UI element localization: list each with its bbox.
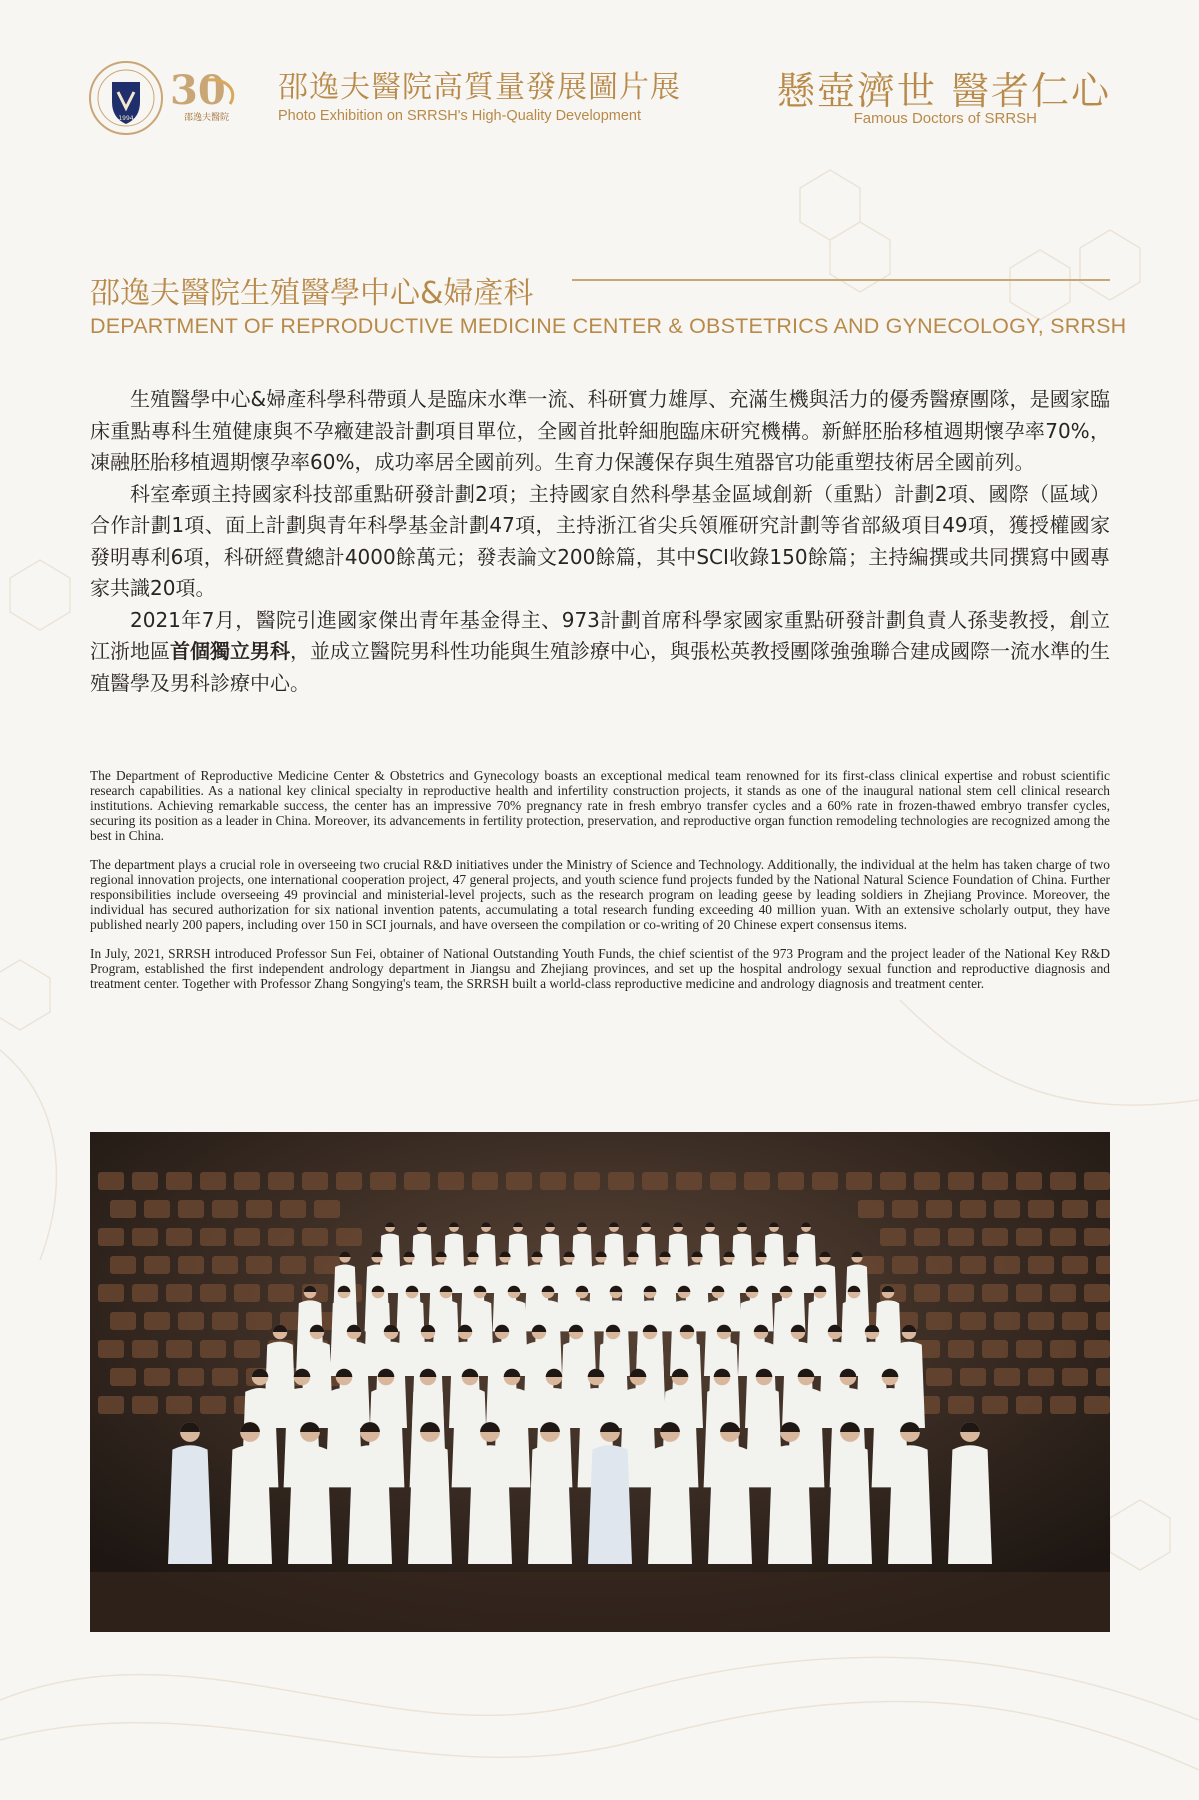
auditorium-seat [314, 1200, 340, 1218]
auditorium-seat [1050, 1396, 1076, 1414]
auditorium-seat [110, 1368, 136, 1386]
auditorium-seat [948, 1284, 974, 1302]
auditorium-seat [506, 1172, 532, 1190]
hospital-logo [88, 58, 266, 144]
auditorium-seat [926, 1200, 952, 1218]
auditorium-seat [280, 1200, 306, 1218]
auditorium-seat [1096, 1312, 1110, 1330]
auditorium-seat [914, 1172, 940, 1190]
team-group-photo [90, 1132, 1110, 1632]
motto-subtitle: Famous Doctors of SRRSH [853, 110, 1037, 127]
auditorium-seat [960, 1256, 986, 1274]
auditorium-seat [234, 1340, 260, 1358]
exhibit-subtitle: Photo Exhibition on SRRSH's High-Quality Development [278, 108, 642, 124]
english-description [90, 768, 1110, 1005]
auditorium-seat [892, 1256, 918, 1274]
auditorium-seat [710, 1172, 736, 1190]
auditorium-seat [132, 1228, 158, 1246]
auditorium-seat [994, 1256, 1020, 1274]
auditorium-seat [268, 1284, 294, 1302]
auditorium-seat [1062, 1256, 1088, 1274]
auditorium-seat [982, 1172, 1008, 1190]
auditorium-seat [98, 1284, 124, 1302]
motto-title: 懸壺濟世 醫者仁心 [776, 69, 1111, 113]
auditorium-seat [1050, 1284, 1076, 1302]
auditorium-seat [1050, 1228, 1076, 1246]
auditorium-seat [1062, 1368, 1088, 1386]
auditorium-seat [144, 1256, 170, 1274]
auditorium-seat [98, 1396, 124, 1414]
en-paragraph-3: In July, 2021, SRRSH introduced Professor Sun Fei, obtainer of National Outstanding Youth Funds, the chief scientist of the 973 Program and the project leader of the National Key R&D Program, established the first independent andrology department in Jiangsu and Zhejiang provinces, and set up the hospital andrology sexual function and reproductive diagnosis and treatment center. Together with Professor Zhang Songying's team, the SRRSH built a world-class reproductive medicine and andrology diagnosis and treatment center. [90, 946, 1110, 991]
auditorium-seat [1016, 1172, 1042, 1190]
auditorium-seat [178, 1312, 204, 1330]
auditorium-seat [914, 1284, 940, 1302]
auditorium-seat [1028, 1256, 1054, 1274]
auditorium-seat [1028, 1368, 1054, 1386]
auditorium-seat [246, 1256, 272, 1274]
en-paragraph-1: The Department of Reproductive Medicine Center & Obstetrics and Gynecology boasts an exceptional medical team renowned for its first-class clinical expertise and robust scientific research capabilities. As a national key clinical specialty in reproductive health and infertility construction projects, it stands as one of the inaugural national stem cell clinical research institutions. Achieving remarkable success, the center has an impressive 70% pregnancy rate in fresh embryo transfer cycles and a 60% rate in frozen-thawed embryo transfer cycles, securing its position as a leader in China. Moreover, its advancements in fertility protection, preservation, and reproductive organ function remodeling technologies are recognized among the best in China. [90, 768, 1110, 843]
auditorium-seat [110, 1200, 136, 1218]
auditorium-seat [404, 1172, 430, 1190]
auditorium-seat [212, 1312, 238, 1330]
auditorium-seat [642, 1172, 668, 1190]
exhibit-header [0, 0, 1199, 160]
auditorium-seat [178, 1256, 204, 1274]
auditorium-seat [132, 1284, 158, 1302]
team-photo-illustration [90, 1132, 1110, 1632]
auditorium-seat [1096, 1368, 1110, 1386]
auditorium-seat [1062, 1312, 1088, 1330]
auditorium-seat [234, 1284, 260, 1302]
auditorium-seat [1084, 1340, 1110, 1358]
department-title-cn: 邵逸夫醫院生殖醫學中心&婦產科 [90, 276, 534, 311]
auditorium-seat [676, 1172, 702, 1190]
cn-paragraph-2: 科室牽頭主持國家科技部重點研發計劃2項；主持國家自然科學基金區域創新（重點）計劃2項、國際（區域）合作計劃1項、面上計劃與青年科學基金計劃47項，主持浙江省尖兵領雁研究計劃等省部級項目49項，獲授權國家發明專利6項，科研經費總計4000餘萬元；發表論文200餘篇，其中SCI收錄150餘篇；主持編撰或共同撰寫中國專家共識20項。 [90, 481, 1110, 600]
auditorium-seat [1016, 1228, 1042, 1246]
auditorium-seat [268, 1172, 294, 1190]
auditorium-seat [166, 1396, 192, 1414]
auditorium-seat [98, 1228, 124, 1246]
auditorium-seat [960, 1312, 986, 1330]
auditorium-seat [926, 1312, 952, 1330]
auditorium-seat [144, 1368, 170, 1386]
auditorium-seat [1084, 1284, 1110, 1302]
auditorium-seat [472, 1172, 498, 1190]
auditorium-seat [178, 1200, 204, 1218]
auditorium-seat [280, 1256, 306, 1274]
auditorium-seat [110, 1256, 136, 1274]
auditorium-seat [778, 1172, 804, 1190]
auditorium-seat [1050, 1172, 1076, 1190]
auditorium-seat [994, 1200, 1020, 1218]
auditorium-seat [982, 1228, 1008, 1246]
auditorium-seat [132, 1396, 158, 1414]
auditorium-seat [166, 1172, 192, 1190]
auditorium-seat [336, 1172, 362, 1190]
auditorium-seat [1084, 1396, 1110, 1414]
en-paragraph-2: The department plays a crucial role in overseeing two crucial R&D initiatives under the Ministry of Science and Technology. Additionally, the individual at the helm has taken charge of two regional innovation projects, one international cooperation project, 47 general projects, and youth science fund projects funded by the National Natural Science Foundation of China. Further responsibilities include overseeing 49 provincial and ministerial-level projects, such as the research program on leading geese by leading soldiers in Zhejiang Province. Moreover, the individual has secured authorization for six national invention patents, accumulating a total research funding exceeding 40 million yuan. With an extensive scholarly output, they have published nearly 200 papers, including over 150 in SCI journals, and have overseen the compilation or co-writing of 20 Chinese expert consensus items. [90, 857, 1110, 932]
auditorium-seat [982, 1340, 1008, 1358]
auditorium-seat [200, 1172, 226, 1190]
auditorium-seat [744, 1172, 770, 1190]
auditorium-seat [302, 1228, 328, 1246]
svg-text:1994: 1994 [118, 115, 134, 122]
auditorium-seat [948, 1340, 974, 1358]
svg-text:30: 30 [170, 67, 226, 114]
auditorium-seat [1062, 1200, 1088, 1218]
auditorium-seat [608, 1172, 634, 1190]
auditorium-seat [880, 1172, 906, 1190]
auditorium-seat [212, 1256, 238, 1274]
auditorium-seat [1016, 1340, 1042, 1358]
auditorium-seat [982, 1396, 1008, 1414]
auditorium-seat [212, 1368, 238, 1386]
auditorium-seat [914, 1228, 940, 1246]
cn-paragraph-3-start: 2021年7月，醫院引進國家傑出青年基金得主、973計劃首席科學家國家重點研發計劃負責人孫斐教授，創立江浙地區 [90, 607, 1110, 663]
auditorium-seat [948, 1396, 974, 1414]
cn-paragraph-1: 生殖醫學中心&婦產科學科帶頭人是臨床水準一流、科研實力雄厚、充滿生機與活力的優秀醫療團隊，是國家臨床重點專科生殖健康與不孕癥建設計劃項目單位，全國首批幹細胞臨床研究機構。新鮮胚胎移植週期懷孕率70%，凍融胚胎移植週期懷孕率60%，成功率居全國前列。生育力保護保存與生殖器官功能重塑技術居全國前列。 [90, 387, 1110, 474]
auditorium-seat [1016, 1284, 1042, 1302]
auditorium-seat [1050, 1340, 1076, 1358]
auditorium-seat [268, 1228, 294, 1246]
auditorium-seat [166, 1340, 192, 1358]
auditorium-seat [302, 1172, 328, 1190]
auditorium-seat [200, 1284, 226, 1302]
auditorium-seat [200, 1340, 226, 1358]
auditorium-seat [574, 1172, 600, 1190]
auditorium-seat [110, 1312, 136, 1330]
auditorium-seat [960, 1200, 986, 1218]
auditorium-seat [812, 1172, 838, 1190]
exhibit-title: 邵逸夫醫院高質量發展圖片展 [278, 70, 681, 105]
auditorium-seat [994, 1368, 1020, 1386]
auditorium-seat [98, 1340, 124, 1358]
auditorium-seat [1084, 1172, 1110, 1190]
auditorium-seat [948, 1172, 974, 1190]
auditorium-seat [1016, 1396, 1042, 1414]
auditorium-seat [846, 1172, 872, 1190]
auditorium-seat [178, 1368, 204, 1386]
auditorium-seat [370, 1172, 396, 1190]
auditorium-seat [1084, 1228, 1110, 1246]
svg-text:邵逸夫醫院: 邵逸夫醫院 [184, 113, 230, 123]
auditorium-seat [200, 1228, 226, 1246]
cn-paragraph-3-end: ，並成立醫院男科性功能與生殖診療中心，與張松英教授團隊強強聯合建成國際一流水準的生殖醫學及男科診療中心。 [90, 639, 1110, 695]
auditorium-seat [880, 1228, 906, 1246]
auditorium-seat [994, 1312, 1020, 1330]
department-title-en: DEPARTMENT OF REPRODUCTIVE MEDICINE CENTER & OBSTETRICS AND GYNECOLOGY, SRRSH [90, 314, 1127, 338]
auditorium-seat [1096, 1256, 1110, 1274]
auditorium-seat [166, 1284, 192, 1302]
auditorium-seat [438, 1172, 464, 1190]
auditorium-seat [246, 1200, 272, 1218]
auditorium-seat [926, 1256, 952, 1274]
auditorium-seat [948, 1228, 974, 1246]
auditorium-seat [336, 1228, 362, 1246]
auditorium-seat [144, 1200, 170, 1218]
auditorium-seat [982, 1284, 1008, 1302]
cn-paragraph-3-highlight: 首個獨立男科 [170, 639, 290, 663]
auditorium-seat [234, 1228, 260, 1246]
auditorium-seat [246, 1312, 272, 1330]
auditorium-seat [132, 1172, 158, 1190]
auditorium-seat [234, 1172, 260, 1190]
auditorium-seat [166, 1228, 192, 1246]
auditorium-seat [540, 1172, 566, 1190]
auditorium-seat [858, 1200, 884, 1218]
auditorium-seat [98, 1172, 124, 1190]
auditorium-seat [1028, 1312, 1054, 1330]
auditorium-seat [892, 1200, 918, 1218]
title-divider [572, 279, 1110, 281]
chinese-description [90, 384, 1110, 699]
auditorium-seat [212, 1200, 238, 1218]
auditorium-seat [132, 1340, 158, 1358]
auditorium-seat [200, 1396, 226, 1414]
cn-paragraph-3 [90, 605, 1110, 700]
auditorium-seat [1096, 1200, 1110, 1218]
auditorium-seat [1028, 1200, 1054, 1218]
auditorium-seat [926, 1368, 952, 1386]
auditorium-seat [960, 1368, 986, 1386]
auditorium-seat [144, 1312, 170, 1330]
